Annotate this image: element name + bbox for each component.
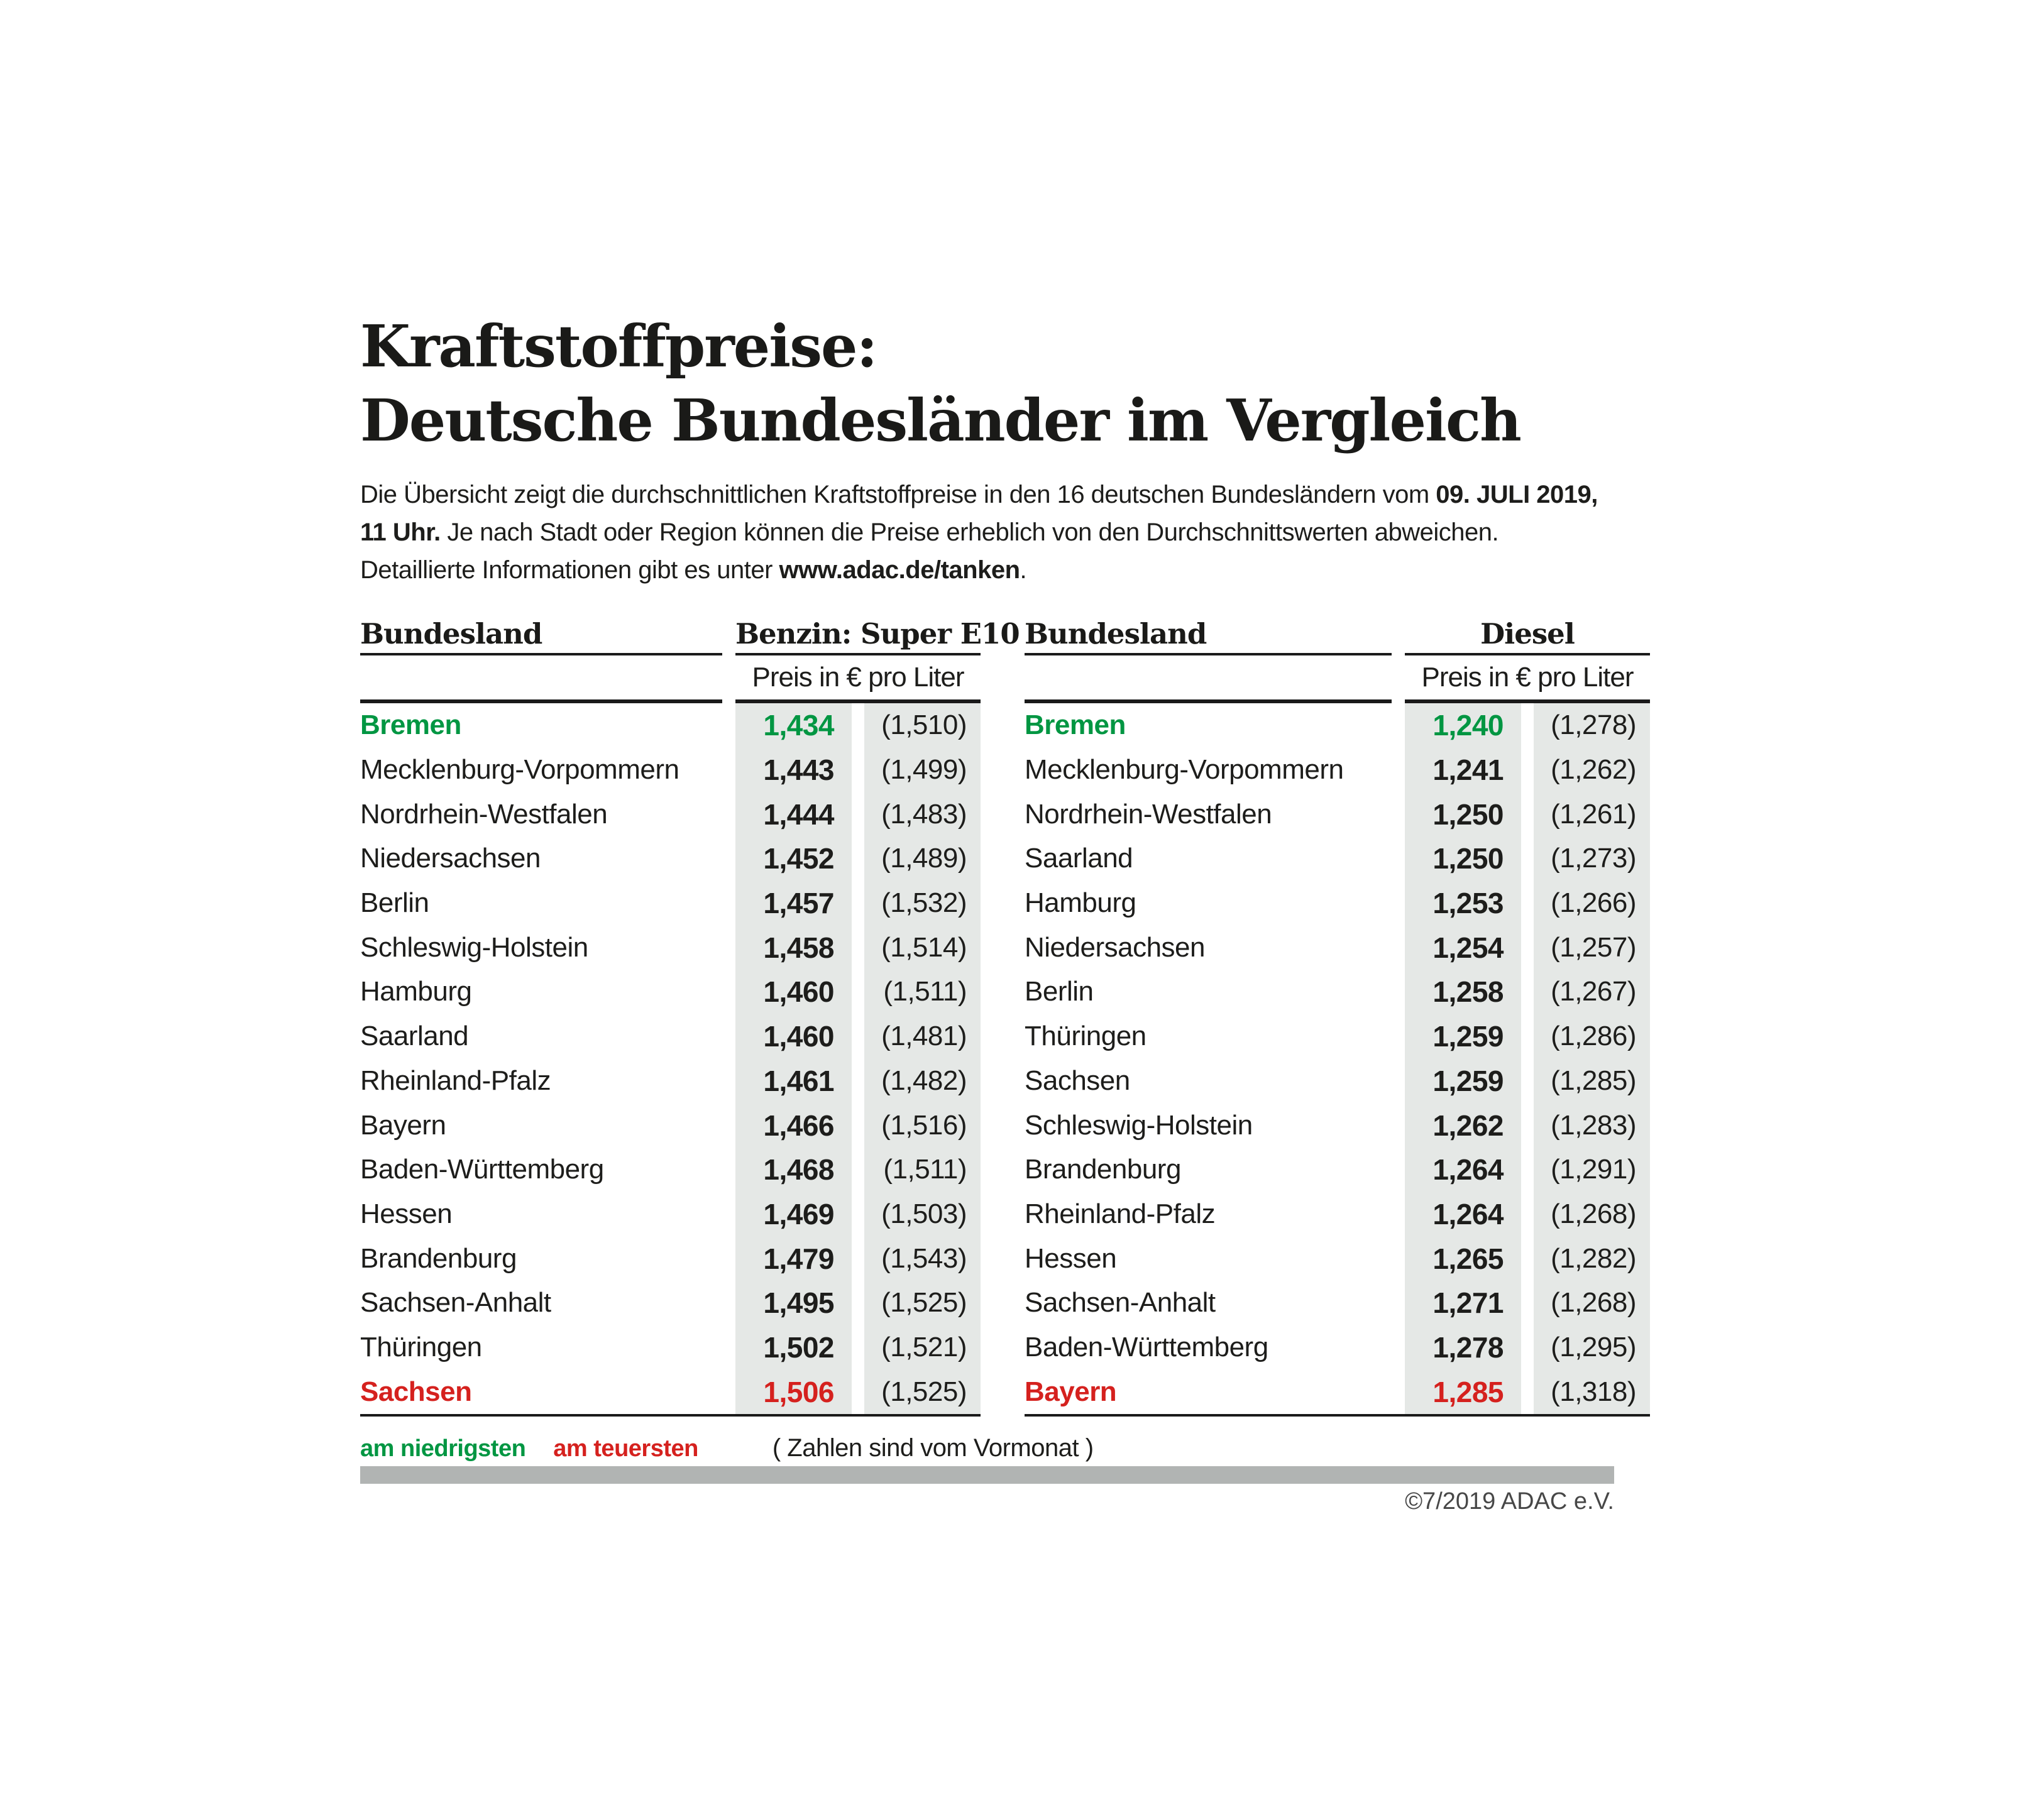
state-name-cell: Sachsen xyxy=(1025,1065,1130,1096)
intro-line3 xyxy=(360,551,1642,589)
footer-credit: ©7/2019 ADAC e.V. xyxy=(1405,1488,1614,1515)
price-cell: 1,253 xyxy=(1405,881,1521,926)
intro-line3-text: Detaillierte Informationen gibt es unter xyxy=(360,556,779,584)
prev-price-cell: (1,257) xyxy=(1534,925,1650,970)
state-name-cell: Mecklenburg-Vorpommern xyxy=(1025,754,1344,786)
price-cell: 1,259 xyxy=(1405,1059,1521,1104)
column-gap xyxy=(852,1369,864,1414)
column-gap xyxy=(852,748,864,792)
legend xyxy=(360,1434,1094,1462)
column-gap xyxy=(852,1148,864,1192)
price-cell: 1,250 xyxy=(1405,792,1521,836)
intro-line1-text: Die Übersicht zeigt die durchschnittlichen Kraftstoffpreise in den 16 deutschen Bundesländern vom xyxy=(360,481,1436,508)
price-cell: 1,469 xyxy=(735,1192,852,1237)
column-gap xyxy=(852,1059,864,1104)
price-cell: 1,259 xyxy=(1405,1014,1521,1059)
prev-price-cell: (1,282) xyxy=(1534,1236,1650,1281)
price-cell: 1,254 xyxy=(1405,925,1521,970)
table-diesel xyxy=(1025,613,1650,1417)
intro-paragraph xyxy=(360,476,1642,589)
prev-price-cell: (1,283) xyxy=(1534,1103,1650,1148)
table-row xyxy=(1025,1325,1650,1370)
table-diesel-rows xyxy=(1025,703,1650,1414)
state-name-cell: Rheinland-Pfalz xyxy=(360,1065,551,1096)
column-header-bundesland: Bundesland xyxy=(1025,617,1207,650)
column-gap xyxy=(1521,748,1534,792)
state-name-cell: Schleswig-Holstein xyxy=(1025,1109,1253,1141)
table-row xyxy=(1025,1103,1650,1148)
table-row xyxy=(1025,1059,1650,1104)
price-cell: 1,460 xyxy=(735,970,852,1014)
prev-price-cell: (1,511) xyxy=(864,970,981,1014)
price-cell: 1,241 xyxy=(1405,748,1521,792)
state-name-cell: Berlin xyxy=(1025,976,1094,1007)
table-row xyxy=(1025,925,1650,970)
state-name-cell: Hessen xyxy=(1025,1242,1117,1274)
table-row xyxy=(1025,703,1650,748)
column-gap xyxy=(1521,970,1534,1014)
legend-note: ( Zahlen sind vom Vormonat ) xyxy=(772,1434,1094,1462)
table-row xyxy=(1025,1369,1650,1414)
table-row xyxy=(1025,881,1650,926)
state-name-cell: Sachsen xyxy=(360,1376,472,1407)
prev-price-cell: (1,489) xyxy=(864,836,981,881)
price-cell: 1,452 xyxy=(735,836,852,881)
divider-bar xyxy=(360,1466,1614,1484)
price-cell: 1,458 xyxy=(735,925,852,970)
table-row xyxy=(1025,836,1650,881)
state-name-cell: Schleswig-Holstein xyxy=(360,931,588,963)
table-row xyxy=(360,1192,981,1237)
table-benzin-rows xyxy=(360,703,981,1414)
table-row xyxy=(360,925,981,970)
price-cell: 1,240 xyxy=(1405,703,1521,748)
prev-price-cell: (1,525) xyxy=(864,1369,981,1414)
state-name-cell: Berlin xyxy=(360,887,429,919)
column-header-bundesland: Bundesland xyxy=(360,617,542,650)
table-row xyxy=(360,1059,981,1104)
price-cell: 1,479 xyxy=(735,1236,852,1281)
prev-price-cell: (1,267) xyxy=(1534,970,1650,1014)
column-gap xyxy=(1521,881,1534,926)
prev-price-cell: (1,291) xyxy=(1534,1148,1650,1192)
column-gap xyxy=(1521,703,1534,748)
column-gap xyxy=(852,703,864,748)
price-cell: 1,502 xyxy=(735,1325,852,1370)
unit-header: Preis in € pro Liter xyxy=(752,662,964,693)
price-cell: 1,285 xyxy=(1405,1369,1521,1414)
state-name-cell: Rheinland-Pfalz xyxy=(1025,1198,1216,1229)
prev-price-cell: (1,516) xyxy=(864,1103,981,1148)
unit-header: Preis in € pro Liter xyxy=(1421,662,1634,693)
prev-price-cell: (1,483) xyxy=(864,792,981,836)
state-name-cell: Bremen xyxy=(1025,710,1126,741)
price-cell: 1,258 xyxy=(1405,970,1521,1014)
price-cell: 1,265 xyxy=(1405,1236,1521,1281)
prev-price-cell: (1,499) xyxy=(864,748,981,792)
state-name-cell: Hessen xyxy=(360,1198,453,1229)
prev-price-cell: (1,481) xyxy=(864,1014,981,1059)
column-gap xyxy=(852,1192,864,1237)
table-row xyxy=(360,1281,981,1325)
prev-price-cell: (1,521) xyxy=(864,1325,981,1370)
prev-price-cell: (1,285) xyxy=(1534,1059,1650,1104)
column-gap xyxy=(852,1103,864,1148)
prev-price-cell: (1,268) xyxy=(1534,1192,1650,1237)
price-cell: 1,264 xyxy=(1405,1192,1521,1237)
column-gap xyxy=(1521,1281,1534,1325)
table-row xyxy=(360,1369,981,1414)
intro-line1 xyxy=(360,476,1642,513)
intro-date-bold: 09. JULI 2019, xyxy=(1436,481,1598,508)
table-row xyxy=(1025,1236,1650,1281)
column-gap xyxy=(852,1236,864,1281)
table-row xyxy=(360,748,981,792)
prev-price-cell: (1,543) xyxy=(864,1236,981,1281)
table-row xyxy=(360,1236,981,1281)
intro-line2-text: Je nach Stadt oder Region können die Preise erheblich von den Durchschnittswerten abweichen. xyxy=(440,518,1499,546)
prev-price-cell: (1,278) xyxy=(1534,703,1650,748)
column-gap xyxy=(1521,1148,1534,1192)
price-cell: 1,443 xyxy=(735,748,852,792)
price-cell: 1,434 xyxy=(735,703,852,748)
state-name-cell: Bayern xyxy=(1025,1376,1117,1407)
price-cell: 1,271 xyxy=(1405,1281,1521,1325)
column-gap xyxy=(1521,1192,1534,1237)
state-name-cell: Baden-Württemberg xyxy=(360,1154,604,1185)
page-title xyxy=(360,309,1520,458)
table-row xyxy=(360,792,981,836)
column-gap xyxy=(852,925,864,970)
table-row xyxy=(360,881,981,926)
price-cell: 1,468 xyxy=(735,1148,852,1192)
column-gap xyxy=(852,792,864,836)
legend-lowest-label: am niedrigsten xyxy=(360,1435,526,1462)
table-row xyxy=(1025,1281,1650,1325)
intro-time-bold: 11 Uhr. xyxy=(360,518,441,546)
state-name-cell: Sachsen-Anhalt xyxy=(360,1287,551,1318)
table-diesel-header xyxy=(1025,613,1650,653)
table-row xyxy=(1025,792,1650,836)
prev-price-cell: (1,295) xyxy=(1534,1325,1650,1370)
column-gap xyxy=(1521,1103,1534,1148)
state-name-cell: Sachsen-Anhalt xyxy=(1025,1287,1216,1318)
state-name-cell: Thüringen xyxy=(1025,1021,1146,1052)
state-name-cell: Niedersachsen xyxy=(1025,931,1205,963)
table-row xyxy=(360,1148,981,1192)
column-gap xyxy=(1521,1014,1534,1059)
page-title-line1: Kraftstoffpreise: xyxy=(360,312,877,380)
state-name-cell: Saarland xyxy=(1025,843,1133,874)
page-title-line2: Deutsche Bundesländer im Vergleich xyxy=(360,386,1520,454)
prev-price-cell: (1,268) xyxy=(1534,1281,1650,1325)
intro-url-bold: www.adac.de/tanken xyxy=(779,556,1020,584)
state-name-cell: Niedersachsen xyxy=(360,843,541,874)
table-row xyxy=(1025,748,1650,792)
column-header-diesel: Diesel xyxy=(1480,617,1575,650)
table-row xyxy=(360,836,981,881)
prev-price-cell: (1,273) xyxy=(1534,836,1650,881)
price-cell: 1,264 xyxy=(1405,1148,1521,1192)
state-name-cell: Nordrhein-Westfalen xyxy=(1025,798,1272,830)
price-cell: 1,262 xyxy=(1405,1103,1521,1148)
state-name-cell: Hamburg xyxy=(1025,887,1136,919)
table-row xyxy=(360,1325,981,1370)
prev-price-cell: (1,525) xyxy=(864,1281,981,1325)
column-gap xyxy=(1521,1236,1534,1281)
table-row xyxy=(360,1014,981,1059)
table-row xyxy=(1025,1014,1650,1059)
prev-price-cell: (1,514) xyxy=(864,925,981,970)
table-row xyxy=(360,970,981,1014)
column-gap xyxy=(852,1014,864,1059)
column-gap xyxy=(852,970,864,1014)
state-name-cell: Nordrhein-Westfalen xyxy=(360,798,608,830)
table-bottom-rule xyxy=(1025,1414,1650,1417)
price-cell: 1,461 xyxy=(735,1059,852,1104)
price-cell: 1,495 xyxy=(735,1281,852,1325)
state-name-cell: Brandenburg xyxy=(1025,1154,1181,1185)
prev-price-cell: (1,482) xyxy=(864,1059,981,1104)
state-name-cell: Thüringen xyxy=(360,1331,482,1362)
table-benzin-subheader xyxy=(360,655,981,699)
state-name-cell: Saarland xyxy=(360,1021,469,1052)
prev-price-cell: (1,262) xyxy=(1534,748,1650,792)
table-row xyxy=(1025,1192,1650,1237)
prev-price-cell: (1,511) xyxy=(864,1148,981,1192)
table-bottom-rule xyxy=(360,1414,981,1417)
table-row xyxy=(360,703,981,748)
column-gap xyxy=(1521,836,1534,881)
price-cell: 1,460 xyxy=(735,1014,852,1059)
prev-price-cell: (1,261) xyxy=(1534,792,1650,836)
state-name-cell: Hamburg xyxy=(360,976,472,1007)
column-gap xyxy=(1521,925,1534,970)
price-cell: 1,250 xyxy=(1405,836,1521,881)
column-gap xyxy=(852,1325,864,1370)
table-row xyxy=(1025,1148,1650,1192)
price-cell: 1,466 xyxy=(735,1103,852,1148)
price-cell: 1,506 xyxy=(735,1369,852,1414)
state-name-cell: Baden-Württemberg xyxy=(1025,1331,1268,1362)
table-benzin xyxy=(360,613,1020,1417)
column-gap xyxy=(1521,792,1534,836)
price-cell: 1,457 xyxy=(735,881,852,926)
prev-price-cell: (1,503) xyxy=(864,1192,981,1237)
table-benzin-header xyxy=(360,613,1020,653)
state-name-cell: Bayern xyxy=(360,1109,446,1141)
table-diesel-subheader xyxy=(1025,655,1650,699)
state-name-cell: Mecklenburg-Vorpommern xyxy=(360,754,679,786)
legend-highest-label: am teuersten xyxy=(553,1435,698,1462)
column-gap xyxy=(852,881,864,926)
table-row xyxy=(360,1103,981,1148)
column-gap xyxy=(852,1281,864,1325)
price-cell: 1,278 xyxy=(1405,1325,1521,1370)
column-header-benzin: Benzin: Super E10 xyxy=(735,617,1020,650)
prev-price-cell: (1,318) xyxy=(1534,1369,1650,1414)
column-gap xyxy=(1521,1325,1534,1370)
prev-price-cell: (1,510) xyxy=(864,703,981,748)
state-name-cell: Bremen xyxy=(360,710,461,741)
price-cell: 1,444 xyxy=(735,792,852,836)
intro-line3-end: . xyxy=(1020,556,1027,584)
prev-price-cell: (1,532) xyxy=(864,881,981,926)
state-name-cell: Brandenburg xyxy=(360,1242,517,1274)
intro-line2 xyxy=(360,513,1642,551)
column-gap xyxy=(1521,1059,1534,1104)
column-gap xyxy=(1521,1369,1534,1414)
prev-price-cell: (1,266) xyxy=(1534,881,1650,926)
prev-price-cell: (1,286) xyxy=(1534,1014,1650,1059)
table-row xyxy=(1025,970,1650,1014)
column-gap xyxy=(852,836,864,881)
